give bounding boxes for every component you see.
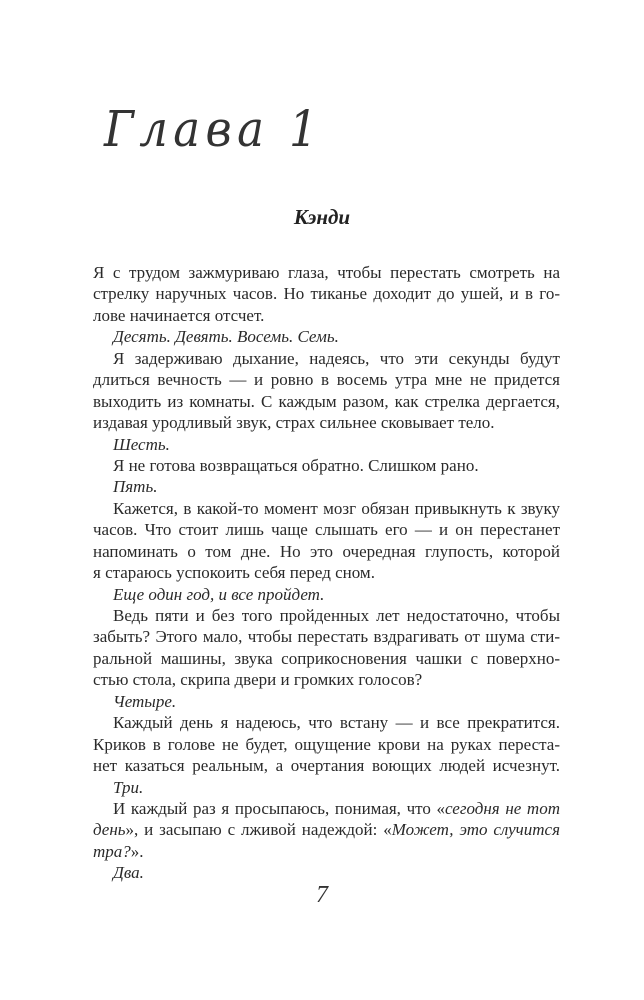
text-run: лове начинается отсчет. xyxy=(93,305,265,325)
text-run: Криков в голове не будет, ощущение крови на руках переста- xyxy=(93,734,560,754)
text-line xyxy=(93,326,560,347)
text-run: Я с трудом зажмуриваю глаза, чтобы перестать смотреть на xyxy=(93,263,560,282)
text-line xyxy=(93,369,560,390)
text-line xyxy=(93,798,560,819)
text-line xyxy=(93,541,560,562)
text-line xyxy=(93,412,560,433)
italic-text: Четыре. xyxy=(113,691,177,711)
text-line xyxy=(93,734,560,755)
text-run: Кажется, в какой-то момент мозг обязан привыкнуть к звуку xyxy=(113,498,560,518)
italic-text: Еще один год, и все пройдет. xyxy=(113,584,325,604)
text-line xyxy=(93,777,560,798)
text-line xyxy=(93,691,560,712)
text-line xyxy=(93,755,560,776)
page-number: 7 xyxy=(316,882,328,908)
italic-text: Шесть. xyxy=(113,434,170,454)
italic-text: день xyxy=(93,820,126,840)
italic-text: Десять. Девять. Восемь. Семь. xyxy=(113,327,339,347)
text-line xyxy=(93,648,560,669)
text-line xyxy=(93,584,560,605)
text-run: Ведь пяти и без того пройденных лет недостаточно, чтобы xyxy=(113,606,560,625)
text-line xyxy=(93,819,560,840)
text-run: стрелку наручных часов. Но тиканье доходит до ушей, и в го- xyxy=(93,284,560,304)
text-run: Я не готова возвращаться обратно. Слишком рано. xyxy=(113,455,479,475)
text-run: Каждый день я надеюсь, что встану — и все прекратится. xyxy=(113,713,560,733)
text-run: часов. Что стоит лишь чаще слышать его — и он перестанет xyxy=(93,520,560,540)
text-run: нет казаться реальным, а очертания воющих людей исчезнут. xyxy=(93,756,560,776)
text-line xyxy=(93,283,560,304)
text-run: », и засыпаю с лживой надеждой: « xyxy=(125,820,392,840)
italic-text: Пять. xyxy=(113,477,158,497)
text-run: напоминать о том дне. Но это очередная глупость, которой xyxy=(93,541,560,561)
text-run: длиться вечность — и ровно в восемь утра мне не придется xyxy=(93,370,560,390)
text-run: я стараюсь успокоить себя перед сном. xyxy=(93,563,375,583)
text-run: стью стола, скрипа двери и громких голосов? xyxy=(93,670,423,690)
chapter-heading: Глава 1 xyxy=(104,100,324,158)
text-line xyxy=(93,562,560,583)
text-line xyxy=(93,305,560,326)
text-run: забыть? Этого мало, чтобы перестать вздрагивать от шума сти- xyxy=(93,627,560,647)
italic-text: Может, это случится xyxy=(391,820,560,840)
text-line xyxy=(93,455,560,476)
text-line xyxy=(93,519,560,540)
text-line xyxy=(93,841,560,862)
text-line xyxy=(93,669,560,690)
text-run: Я задерживаю дыхание, надеясь, что эти секунды будут xyxy=(113,348,560,368)
character-heading: Кэнди xyxy=(293,205,351,229)
text-line xyxy=(93,348,560,369)
italic-text: Два. xyxy=(113,863,144,883)
text-line xyxy=(93,498,560,519)
text-run: ». xyxy=(130,841,144,861)
text-run: И каждый раз я просыпаюсь, понимая, что « xyxy=(113,798,445,818)
text-line xyxy=(93,862,560,883)
italic-text: Три. xyxy=(113,777,144,797)
text-line xyxy=(93,476,560,497)
italic-text: сегодня не тот xyxy=(444,798,560,818)
text-run: ральной машины, звука соприкосновения чашки с поверхно- xyxy=(93,648,560,668)
italic-text: тра? xyxy=(93,841,131,861)
body-text xyxy=(93,262,560,884)
text-line xyxy=(93,712,560,733)
text-line xyxy=(93,262,560,283)
text-line xyxy=(93,434,560,455)
text-run: издавая уродливый звук, страх сильнее сковывает тело. xyxy=(93,413,495,433)
text-line xyxy=(93,626,560,647)
text-run: выходить из комнаты. С каждым разом, как стрелка дергается, xyxy=(93,391,560,411)
text-line xyxy=(93,391,560,412)
text-line xyxy=(93,605,560,626)
